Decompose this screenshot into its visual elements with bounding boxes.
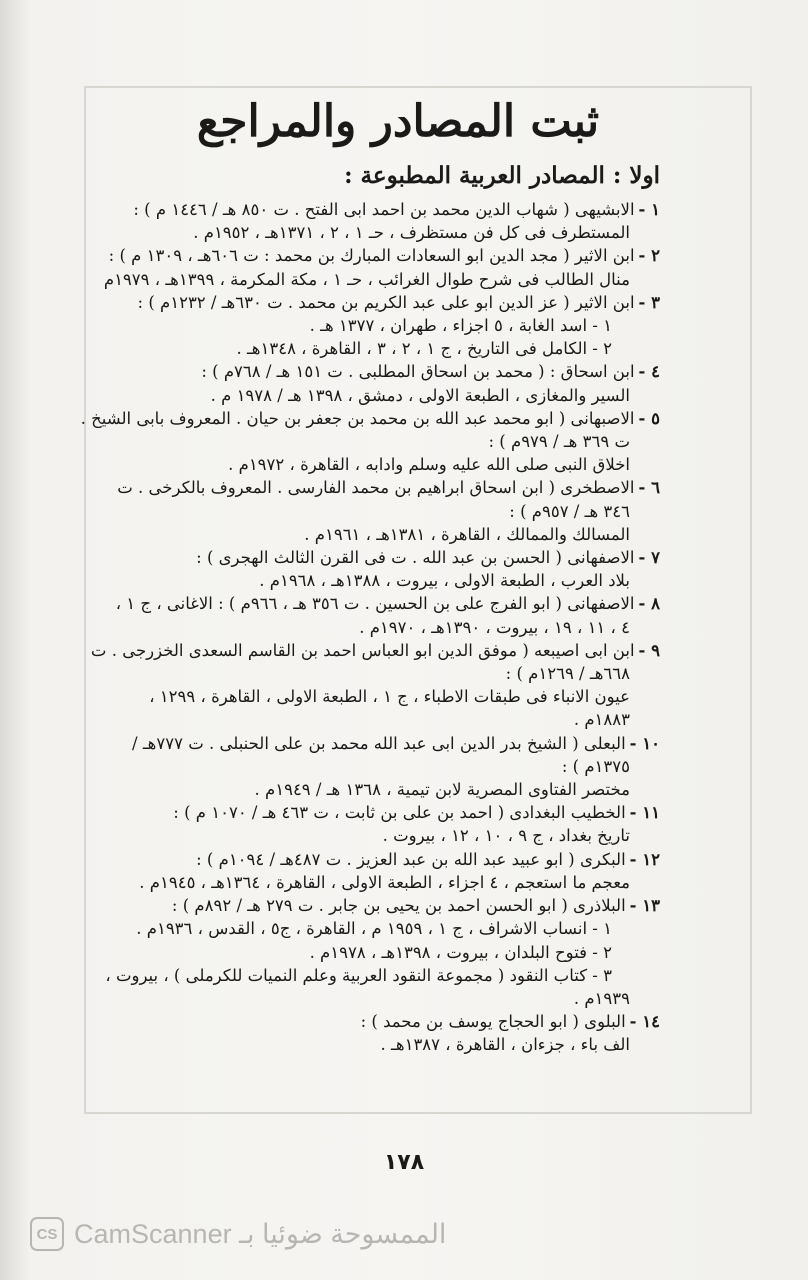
entry-line [112, 500, 660, 523]
entry-text: ١٩٣٩م . [573, 988, 630, 1008]
entry-line [112, 1033, 660, 1056]
entry-text: ١٨٨٣م . [573, 710, 630, 730]
entry-line [112, 848, 660, 871]
entry-text: السير والمغازى ، الطبعة الاولى ، دمشق ، ١٣٩٨ هـ / ١٩٧٨ م . [210, 385, 630, 405]
page-number: ١٧٨ [383, 1150, 425, 1175]
entry-number: ١٣ - [629, 896, 660, 916]
entry-line [112, 430, 660, 453]
entry-line [112, 592, 660, 615]
entry-text: مختصر الفتاوى المصرية لابن تيمية ، ١٣٦٨ هـ / ١٩٤٩م . [254, 780, 630, 800]
entry-line [112, 871, 660, 894]
entry-number: ١٢ - [629, 849, 660, 869]
bibliography-entry [112, 801, 660, 847]
entry-text: الاصبهانى ( ابو محمد عبد الله بن محمد بن جعفر بن حيان . المعروف بابى الشيخ . [80, 408, 635, 428]
entry-text: ابن اسحاق : ( محمد بن اسحاق المطلبى . ت ١٥١ هـ / ٧٦٨م ) : [201, 362, 635, 382]
bibliography-entry [112, 848, 660, 894]
entry-text: الخطيب البغدادى ( احمد بن على بن ثابت ، ت ٤٦٣ هـ / ١٠٧٠ م ) : [173, 803, 626, 823]
entry-text: عيون الانباء فى طبقات الاطباء ، ج ١ ، الطبعة الاولى ، القاهرة ، ١٢٩٩ ، [149, 687, 630, 707]
bibliography-entry [112, 592, 660, 638]
bibliography-entry [112, 546, 660, 592]
entry-text: المسالك والممالك ، القاهرة ، ١٣٨١هـ ، ١٩٦١م . [304, 524, 630, 544]
entry-line [90, 639, 660, 662]
entry-number: ٢ - [638, 246, 660, 266]
entry-line [112, 198, 660, 221]
bibliography-entry [112, 476, 660, 546]
bibliography-entry [112, 1010, 660, 1056]
entry-line [112, 523, 660, 546]
bibliography-entry [103, 244, 660, 290]
entry-line [103, 268, 660, 291]
entry-text: ٢ - فتوح البلدان ، بيروت ، ١٣٩٨هـ ، ١٩٧٨م . [309, 942, 612, 962]
entry-line [112, 1010, 660, 1033]
entry-text: البكرى ( ابو عبيد عبد الله بن عبد العزيز . ت ٤٨٧هـ / ١٠٩٤م ) : [196, 849, 626, 869]
bibliography-entry [112, 360, 660, 406]
entry-line [112, 569, 660, 592]
entry-line [80, 407, 660, 430]
entry-text: ٦٦٨هـ / ١٢٦٩م ) : [505, 664, 630, 684]
entry-text: البعلى ( الشيخ بدر الدين ابى عبد الله محمد بن على الحنبلى . ت ٧٧٧هـ / [132, 733, 626, 753]
bibliography-entry [112, 198, 660, 244]
entry-text: ابن ابى اصيبعه ( موفق الدين ابو العباس احمد بن القاسم السعدى الخزرجى . ت [90, 640, 635, 660]
entry-line [112, 662, 660, 685]
entry-number: ١٠ - [629, 733, 660, 753]
entry-text: ٣٤٦ هـ / ٩٥٧م ) : [509, 501, 630, 521]
entry-text: منال الطالب فى شرح طوال الغرائب ، حـ ١ ، مكة المكرمة ، ١٣٩٩هـ ، ١٩٧٩م [103, 269, 630, 289]
bibliography-entry [112, 291, 660, 361]
entry-number: ٦ - [638, 478, 660, 498]
entry-line [112, 685, 660, 708]
entry-line [112, 221, 660, 244]
entry-number: ٧ - [638, 548, 660, 568]
entry-text: ١ - انساب الاشراف ، ج ١ ، ١٩٥٩ م ، القاهرة ، ج٥ ، القدس ، ١٩٣٦م . [136, 919, 612, 939]
entry-text: الف باء ، جزءان ، القاهرة ، ١٣٨٧هـ . [380, 1035, 630, 1055]
entry-number: ١٤ - [629, 1012, 660, 1032]
entry-line [112, 546, 660, 569]
entry-line [112, 941, 660, 964]
entry-line [105, 964, 660, 987]
entry-text: ابن الاثير ( عز الدين ابو على عبد الكريم بن محمد . ت ٦٣٠هـ / ١٢٣٢م ) : [137, 292, 635, 312]
section-heading: اولا : المصادر العربية المطبوعة : [344, 162, 660, 189]
entry-number: ٩ - [638, 640, 660, 660]
entry-line [112, 360, 660, 383]
entry-line [112, 917, 660, 940]
entry-line [112, 824, 660, 847]
entry-line [112, 708, 660, 731]
entry-text: الاصطخرى ( ابن اسحاق ابراهيم بن محمد الفارسى . المعروف بالكرخى . ت [117, 478, 635, 498]
entry-text: الاصفهانى ( ابو الفرج على بن الحسين . ت ٣٥٦ هـ ، ٩٦٦م ) : الاغانى ، ج ١ ، [115, 594, 635, 614]
entry-line [112, 384, 660, 407]
entry-line [112, 337, 660, 360]
camscanner-watermark [30, 1216, 460, 1252]
entry-line [108, 244, 660, 267]
entry-line [112, 894, 660, 917]
entry-text: البلوى ( ابو الحجاج يوسف بن محمد ) : [360, 1012, 626, 1032]
page-title: ثبت المصادر والمراجع [196, 96, 600, 147]
entry-number: ١ - [638, 200, 660, 219]
entry-text: معجم ما استعجم ، ٤ اجزاء ، الطبعة الاولى ، القاهرة ، ١٣٦٤هـ ، ١٩٤٥م . [139, 872, 630, 892]
watermark-text: CamScanner الممسوحة ضوئيا بـ [74, 1218, 447, 1249]
entry-text: اخلاق النبى صلى الله عليه وسلم وادابه ، القاهرة ، ١٩٧٢م . [228, 455, 630, 475]
entry-line [112, 476, 660, 499]
entry-line [112, 987, 660, 1010]
entry-line [112, 291, 660, 314]
entry-number: ٣ - [638, 292, 660, 312]
entry-text: ت ٣٦٩ هـ / ٩٧٩م ) : [488, 432, 630, 452]
entry-line [112, 801, 660, 824]
entry-number: ٤ - [638, 362, 660, 382]
entry-text: الاصفهانى ( الحسن بن عبد الله . ت فى القرن الثالث الهجرى ) : [196, 548, 635, 568]
entry-text: تاريخ بغداد ، ج ٩ ، ١٠ ، ١٢ ، بيروت . [382, 826, 630, 846]
entry-line [112, 778, 660, 801]
entry-text: ٤ ، ١١ ، ١٩ ، بيروت ، ١٣٩٠هـ ، ١٩٧٠م . [359, 617, 630, 637]
camscanner-logo-icon: CS [30, 1217, 64, 1251]
bibliography-list [80, 198, 660, 1057]
entry-number: ٥ - [638, 408, 660, 428]
entry-text: المستطرف فى كل فن مستظرف ، حـ ١ ، ٢ ، ١٣٧١هـ ، ١٩٥٢م . [193, 223, 630, 243]
entry-text: ابن الاثير ( مجد الدين ابو السعادات المبارك بن محمد : ت ٦٠٦هـ ، ١٣٠٩ م ) : [108, 246, 635, 266]
entry-text: ٢ - الكامل فى التاريخ ، ج ١ ، ٢ ، ٣ ، القاهرة ، ١٣٤٨هـ . [236, 339, 612, 359]
bibliography-entry [112, 732, 660, 802]
entry-line [112, 616, 660, 639]
entry-number: ١١ - [629, 803, 660, 823]
entry-number: ٨ - [638, 594, 660, 614]
entry-text: الابشيهى ( شهاب الدين محمد بن احمد ابى الفتح . ت ٨٥٠ هـ / ١٤٤٦ م ) : [133, 200, 635, 219]
entry-text: ١٣٧٥م ) : [561, 756, 630, 776]
entry-line [112, 755, 660, 778]
entry-line [112, 732, 660, 755]
entry-line [112, 453, 660, 476]
entry-text: بلاد العرب ، الطبعة الاولى ، بيروت ، ١٣٨٨هـ ، ١٩٦٨م . [259, 571, 630, 591]
bibliography-entry [90, 639, 660, 732]
entry-text: البلاذرى ( ابو الحسن احمد بن يحيى بن جابر . ت ٢٧٩ هـ / ٨٩٢م ) : [171, 896, 626, 916]
entry-text: ١ - اسد الغابة ، ٥ اجزاء ، طهران ، ١٣٧٧ هـ . [309, 316, 612, 336]
bibliography-entry [80, 407, 660, 477]
bibliography-entry [105, 894, 660, 1010]
entry-line [112, 314, 660, 337]
entry-text: ٣ - كتاب النقود ( مجموعة النقود العربية وعلم النميات للكرملى ) ، بيروت ، [105, 965, 612, 985]
